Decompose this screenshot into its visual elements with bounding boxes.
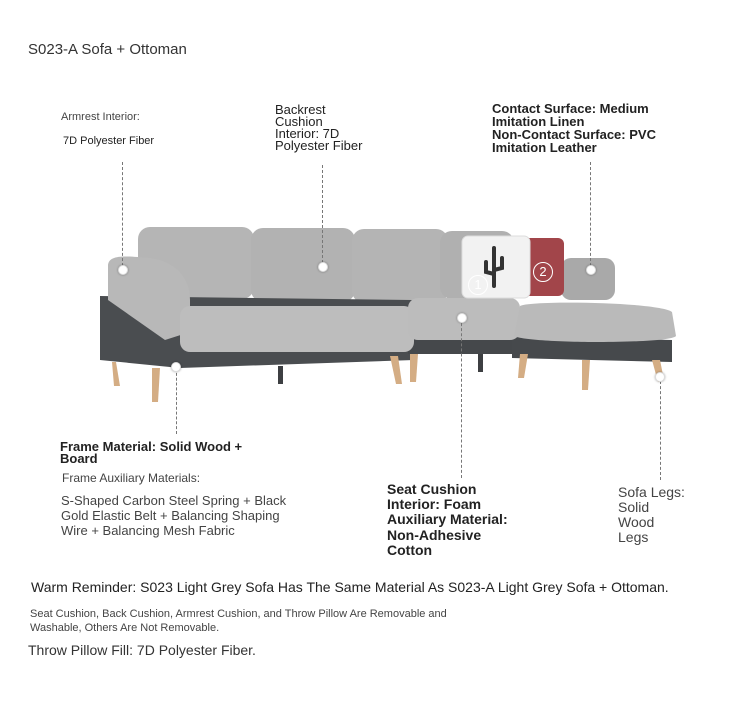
leader-line-armrest	[122, 162, 123, 266]
sofa-leg	[152, 368, 160, 402]
leader-line-contact	[590, 162, 591, 266]
armrest-heading: Armrest Interior:	[61, 111, 140, 123]
back-cushion	[352, 229, 448, 303]
armrest-value: 7D Polyester Fiber	[63, 135, 155, 147]
leader-line-frame	[176, 368, 177, 434]
seat-cushion-extra: Non-Adhesive Cotton	[387, 527, 482, 558]
indicator-dot-frame	[171, 362, 181, 372]
sofa-legs-label: Sofa Legs:	[618, 484, 685, 500]
frame-aux-heading: Frame Auxiliary Materials:	[62, 471, 201, 485]
leader-line-legs	[660, 376, 661, 480]
indicator-dot-armrest	[118, 265, 128, 275]
leader-line-seat	[461, 318, 462, 478]
pillow-fill-note: Throw Pillow Fill: 7D Polyester Fiber.	[28, 642, 256, 658]
leader-line-backrest	[322, 165, 323, 263]
backrest-label: Backrest Cushion Interior: 7D Polyester Fiber	[275, 102, 363, 153]
removable-note: Seat Cushion, Back Cushion, Armrest Cushion, and Throw Pillow Are Removable and Washable, Others Are Not Removable.	[30, 608, 447, 634]
sofa-leg-dark	[278, 366, 283, 384]
frame-aux-text: S-Shaped Carbon Steel Spring + Black Gold Elastic Belt + Balancing Shaping Wire + Balancing Mesh Fabric	[61, 493, 287, 538]
page-title: S023-A Sofa + Ottoman	[28, 41, 187, 58]
sofa-leg	[112, 362, 120, 386]
indicator-dot-backrest	[318, 262, 328, 272]
sofa-leg-dark	[478, 354, 483, 372]
indicator-dot-contact	[586, 265, 596, 275]
seat-cushion-label: Seat Cushion Interior: Foam Auxiliary Material:	[387, 481, 508, 527]
sofa-legs-value: Solid Wood Legs	[618, 499, 655, 545]
contact-surface-label: Contact Surface: Medium Imitation Linen Non-Contact Surface: PVC Imitation Leather	[492, 101, 656, 155]
frame-material-heading: Frame Material: Solid Wood + Board	[60, 439, 243, 466]
pillow-number-1: 1	[468, 275, 488, 295]
indicator-dot-legs	[655, 372, 665, 382]
seat-cushion	[180, 306, 414, 352]
sofa-leg	[410, 354, 418, 382]
ottoman-top	[514, 303, 676, 342]
warm-reminder: Warm Reminder: S023 Light Grey Sofa Has The Same Material As S023-A Light Grey Sofa + Ottoman.	[31, 579, 669, 595]
back-cushion	[251, 228, 355, 302]
pillow-number-2: 2	[533, 262, 553, 282]
indicator-dot-seat	[457, 313, 467, 323]
side-cushion	[561, 258, 615, 300]
sofa-leg	[582, 360, 590, 390]
